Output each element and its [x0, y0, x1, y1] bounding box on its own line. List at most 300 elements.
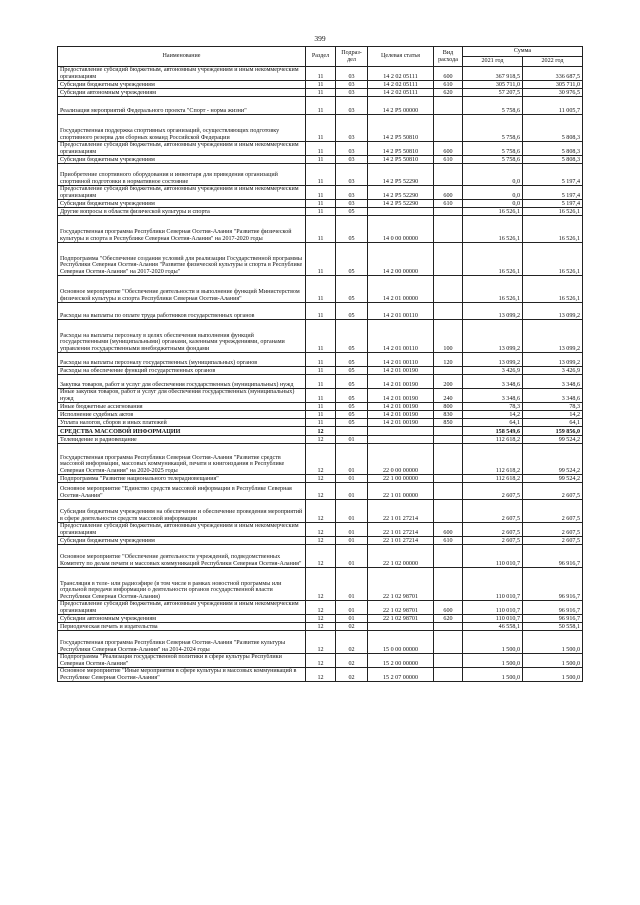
row-expense-type: 610: [434, 81, 463, 89]
row-name: Основное мероприятие "Единство средств массовой информации в Республике Северная Осетия-Алания": [58, 483, 306, 500]
table-row: [58, 500, 583, 523]
row-subsection: 01: [336, 568, 368, 601]
row-sum-2022: 3 348,6: [523, 389, 583, 403]
row-target: [368, 623, 434, 631]
table-row: [58, 81, 583, 89]
table-row: [58, 320, 583, 353]
row-expense-type: 610: [434, 537, 463, 545]
row-sum-2022: 5 808,3: [523, 115, 583, 142]
row-sum-2022: 16 526,1: [523, 208, 583, 216]
row-section: 12: [306, 601, 336, 615]
row-expense-type: 800: [434, 403, 463, 411]
row-target: 14 2 01 00190: [368, 403, 434, 411]
row-name: Подпрограмма "Обеспечение создания условий для реализации Государственной программы Республики Северная Осетия-Алания "Развитие физической культуры и спорта в Республике Северная Осетия-Алания" на 2017-2020 годы": [58, 243, 306, 276]
row-sum-2022: 30 976,5: [523, 89, 583, 97]
row-sum-2021: 64,1: [463, 419, 523, 427]
row-sum-2022: 14,2: [523, 411, 583, 419]
row-sum-2022: 159 856,0: [523, 427, 583, 436]
row-name: Основное мероприятие "Иные мероприятия в сфере культуры и массовых коммуникаций в Республике Северная Осетия-Алания": [58, 668, 306, 682]
table-row: [58, 668, 583, 682]
row-subsection: 05: [336, 367, 368, 375]
row-subsection: 03: [336, 156, 368, 164]
row-section: 11: [306, 164, 336, 186]
row-target: 14 2 01 00110: [368, 353, 434, 367]
row-subsection: 01: [336, 523, 368, 537]
table-row: [58, 568, 583, 601]
row-subsection: 05: [336, 208, 368, 216]
table-row: [58, 654, 583, 668]
row-expense-type: [434, 303, 463, 320]
row-subsection: 03: [336, 164, 368, 186]
row-target: 14 2 01 00190: [368, 411, 434, 419]
row-section: 12: [306, 523, 336, 537]
row-section: 12: [306, 444, 336, 475]
row-name: Основное мероприятие "Обеспечение деятельности учреждений, подведомственных Комитету по делам печати и массовых коммуникаций Республики Северная Осетия-Алания": [58, 545, 306, 568]
row-sum-2022: 2 607,5: [523, 483, 583, 500]
row-expense-type: [434, 367, 463, 375]
table-row: [58, 200, 583, 208]
row-subsection: 01: [336, 537, 368, 545]
row-name: Уплата налогов, сборов и иных платежей: [58, 419, 306, 427]
row-sum-2021: 46 558,1: [463, 623, 523, 631]
row-expense-type: [434, 483, 463, 500]
row-name: СРЕДСТВА МАССОВОЙ ИНФОРМАЦИИ: [58, 427, 306, 436]
row-sum-2022: 13 099,2: [523, 303, 583, 320]
row-expense-type: 200: [434, 375, 463, 389]
table-row: [58, 475, 583, 483]
row-subsection: 01: [336, 545, 368, 568]
row-sum-2022: 5 197,4: [523, 186, 583, 200]
row-subsection: 02: [336, 623, 368, 631]
row-sum-2021: 5 758,6: [463, 97, 523, 115]
row-target: 22 1 00 00000: [368, 475, 434, 483]
row-sum-2022: 50 558,1: [523, 623, 583, 631]
row-sum-2021: 16 526,1: [463, 208, 523, 216]
table-row: [58, 436, 583, 444]
row-target: 14 2 01 00190: [368, 375, 434, 389]
row-subsection: 01: [336, 475, 368, 483]
row-section: 12: [306, 500, 336, 523]
row-sum-2022: 99 524,2: [523, 436, 583, 444]
row-section: 12: [306, 623, 336, 631]
row-target: 14 2 01 00110: [368, 320, 434, 353]
table-row: [58, 243, 583, 276]
row-section: 12: [306, 436, 336, 444]
table-row: [58, 411, 583, 419]
budget-table: [57, 46, 583, 682]
row-sum-2021: 305 711,0: [463, 81, 523, 89]
row-section: 11: [306, 142, 336, 156]
row-section: 11: [306, 389, 336, 403]
row-expense-type: 600: [434, 601, 463, 615]
row-sum-2022: 1 500,0: [523, 654, 583, 668]
row-target: 22 1 01 00000: [368, 483, 434, 500]
row-sum-2021: 5 758,6: [463, 142, 523, 156]
row-expense-type: [434, 623, 463, 631]
row-section: 11: [306, 97, 336, 115]
row-sum-2022: 3 348,6: [523, 375, 583, 389]
row-target: 15 0 00 00000: [368, 631, 434, 654]
row-sum-2021: 2 607,5: [463, 483, 523, 500]
row-target: 14 2 P5 52290: [368, 164, 434, 186]
row-subsection: 05: [336, 411, 368, 419]
row-target: 14 2 01 00190: [368, 389, 434, 403]
row-sum-2022: 5 197,4: [523, 164, 583, 186]
row-expense-type: [434, 654, 463, 668]
row-sum-2021: 112 618,2: [463, 436, 523, 444]
row-target: 14 2 01 00000: [368, 276, 434, 303]
row-sum-2021: 1 500,0: [463, 668, 523, 682]
row-sum-2021: 112 618,2: [463, 444, 523, 475]
row-target: 15 2 00 00000: [368, 654, 434, 668]
table-row: [58, 216, 583, 243]
row-section: 11: [306, 156, 336, 164]
row-target: 22 1 02 00000: [368, 545, 434, 568]
row-expense-type: [434, 97, 463, 115]
table-row: [58, 601, 583, 615]
table-row: [58, 186, 583, 200]
row-name: Субсидии бюджетным учреждениям: [58, 537, 306, 545]
row-section: 11: [306, 320, 336, 353]
row-sum-2022: 13 099,2: [523, 320, 583, 353]
table-row: [58, 389, 583, 403]
row-sum-2021: 13 099,2: [463, 353, 523, 367]
row-section: 11: [306, 81, 336, 89]
row-target: 22 1 02 98701: [368, 601, 434, 615]
row-sum-2022: 2 607,5: [523, 523, 583, 537]
table-row: [58, 419, 583, 427]
row-subsection: 03: [336, 97, 368, 115]
row-sum-2022: 1 500,0: [523, 631, 583, 654]
row-name: Предоставление субсидий бюджетным, автономным учреждениям и иным некоммерческим организациям: [58, 601, 306, 615]
header-name: Наименование: [58, 47, 306, 67]
row-section: 11: [306, 67, 336, 81]
row-sum-2022: 1 500,0: [523, 668, 583, 682]
row-expense-type: [434, 668, 463, 682]
row-sum-2021: 3 348,6: [463, 375, 523, 389]
row-subsection: 01: [336, 500, 368, 523]
row-name: Субсидии бюджетным учреждениям: [58, 156, 306, 164]
row-subsection: 02: [336, 654, 368, 668]
row-target: 14 2 P5 00000: [368, 97, 434, 115]
header-subsection: Подраз- дел: [336, 47, 368, 67]
row-target: 14 2 P5 52290: [368, 200, 434, 208]
row-name: Расходы на выплаты персоналу государственных (муниципальных) органов: [58, 353, 306, 367]
table-row: [58, 615, 583, 623]
row-name: Периодическая печать и издательства: [58, 623, 306, 631]
row-name: Предоставление субсидий бюджетным, автономным учреждениям и иным некоммерческим организациям: [58, 523, 306, 537]
row-target: 14 2 P5 50810: [368, 156, 434, 164]
table-row: [58, 523, 583, 537]
row-sum-2022: 16 526,1: [523, 216, 583, 243]
row-sum-2021: 2 607,5: [463, 523, 523, 537]
row-section: 11: [306, 186, 336, 200]
row-target: 14 2 01 00190: [368, 419, 434, 427]
row-section: 11: [306, 243, 336, 276]
row-name: Государственная поддержка спортивных организаций, осуществляющих подготовку спортивного резерва для сборных команд Российской Федерации: [58, 115, 306, 142]
row-sum-2022: 3 426,9: [523, 367, 583, 375]
row-section: 12: [306, 427, 336, 436]
row-sum-2021: 110 010,7: [463, 568, 523, 601]
row-expense-type: 610: [434, 200, 463, 208]
row-sum-2022: 5 808,3: [523, 142, 583, 156]
table-row: [58, 115, 583, 142]
row-subsection: 03: [336, 186, 368, 200]
row-section: 11: [306, 115, 336, 142]
row-target: 14 2 02 05111: [368, 67, 434, 81]
row-subsection: 05: [336, 320, 368, 353]
row-subsection: 05: [336, 216, 368, 243]
row-name: Закупка товаров, работ и услуг для обеспечения государственных (муниципальных) нужд: [58, 375, 306, 389]
row-sum-2021: 78,3: [463, 403, 523, 411]
row-section: 12: [306, 568, 336, 601]
row-target: [368, 436, 434, 444]
header-year-2022: 2022 год: [523, 57, 583, 67]
row-target: [368, 427, 434, 436]
row-sum-2022: 11 005,7: [523, 97, 583, 115]
row-sum-2022: 13 099,2: [523, 353, 583, 367]
row-section: 11: [306, 303, 336, 320]
row-name: Субсидии бюджетным учреждениям: [58, 81, 306, 89]
row-target: 14 2 01 00110: [368, 303, 434, 320]
header-sum: Сумма: [463, 47, 583, 57]
row-sum-2022: 99 524,2: [523, 475, 583, 483]
row-name: Расходы на выплаты персоналу в целях обеспечения выполнения функций государственными (муниципальными) органами, казенными учреждениями, органами управления государственными внебюджетными фондами: [58, 320, 306, 353]
row-sum-2021: 16 526,1: [463, 216, 523, 243]
row-name: Государственная программа Республики Северная Осетия-Алания "Развитие средств массовой информации, массовых коммуникаций, печати и книгоиздания в Республике Северная Осетия-Алания" на 2020-2025 годы: [58, 444, 306, 475]
row-name: Подпрограмма "Реализация государственной политики в сфере культуры Республики Северная Осетия-Алания": [58, 654, 306, 668]
row-expense-type: 240: [434, 389, 463, 403]
row-expense-type: 100: [434, 320, 463, 353]
header-expense-type: Вид расхода: [434, 47, 463, 67]
row-subsection: [336, 427, 368, 436]
row-sum-2022: 16 526,1: [523, 243, 583, 276]
row-subsection: 01: [336, 436, 368, 444]
row-section: 11: [306, 89, 336, 97]
row-subsection: 05: [336, 403, 368, 411]
row-section: 12: [306, 668, 336, 682]
row-sum-2021: 0,0: [463, 186, 523, 200]
row-name: Субсидии автономным учреждениям: [58, 615, 306, 623]
table-row: [58, 444, 583, 475]
row-target: 22 1 02 98701: [368, 615, 434, 623]
row-expense-type: [434, 500, 463, 523]
row-sum-2022: 305 711,0: [523, 81, 583, 89]
row-section: 11: [306, 200, 336, 208]
row-section: 11: [306, 276, 336, 303]
table-row: [58, 403, 583, 411]
row-name: Реализация мероприятий Федерального проекта "Спорт - норма жизни": [58, 97, 306, 115]
table-row: [58, 208, 583, 216]
row-subsection: 03: [336, 67, 368, 81]
table-row: [58, 375, 583, 389]
row-section: 11: [306, 375, 336, 389]
row-sum-2022: 96 916,7: [523, 615, 583, 623]
row-name: Субсидии бюджетным учреждениям: [58, 200, 306, 208]
row-sum-2022: 2 607,5: [523, 500, 583, 523]
row-target: 14 2 P5 50810: [368, 115, 434, 142]
row-target: 22 1 01 27214: [368, 500, 434, 523]
row-name: Подпрограмма "Развитие национального телерадиовещания": [58, 475, 306, 483]
row-expense-type: 600: [434, 186, 463, 200]
row-expense-type: [434, 444, 463, 475]
row-name: Трансляция в теле- или радиоэфире (в том числе в рамках новостной программы или отдельной передачи информации о деятельности органов государственной власти Республики Северная Осетия-Алания): [58, 568, 306, 601]
row-subsection: 03: [336, 89, 368, 97]
row-subsection: 01: [336, 615, 368, 623]
row-expense-type: [434, 436, 463, 444]
row-sum-2021: 3 348,6: [463, 389, 523, 403]
row-target: 14 2 02 05111: [368, 81, 434, 89]
row-sum-2021: 13 099,2: [463, 303, 523, 320]
row-sum-2022: 5 197,4: [523, 200, 583, 208]
row-target: 22 1 01 27214: [368, 523, 434, 537]
row-sum-2021: 0,0: [463, 164, 523, 186]
row-section: 12: [306, 615, 336, 623]
row-target: 14 2 02 05111: [368, 89, 434, 97]
row-subsection: 05: [336, 389, 368, 403]
row-sum-2022: 99 524,2: [523, 444, 583, 475]
row-target: 14 2 00 00000: [368, 243, 434, 276]
row-subsection: 03: [336, 142, 368, 156]
row-expense-type: [434, 475, 463, 483]
row-section: 11: [306, 208, 336, 216]
table-row: [58, 427, 583, 436]
row-expense-type: 120: [434, 353, 463, 367]
row-expense-type: [434, 631, 463, 654]
row-sum-2021: 5 758,6: [463, 156, 523, 164]
row-subsection: 05: [336, 375, 368, 389]
table-row: [58, 276, 583, 303]
row-target: 22 0 00 00000: [368, 444, 434, 475]
row-name: Субсидии бюджетным учреждениям на обеспечение и обеспечение проведения мероприятий в сфере деятельности средств массовой информации: [58, 500, 306, 523]
row-section: 12: [306, 537, 336, 545]
row-subsection: 03: [336, 115, 368, 142]
row-expense-type: [434, 208, 463, 216]
row-sum-2022: 2 607,5: [523, 537, 583, 545]
row-sum-2021: 110 010,7: [463, 601, 523, 615]
table-row: [58, 623, 583, 631]
row-expense-type: 600: [434, 67, 463, 81]
table-row: [58, 67, 583, 81]
row-subsection: 03: [336, 81, 368, 89]
row-name: Другие вопросы в области физической культуры и спорта: [58, 208, 306, 216]
row-subsection: 01: [336, 601, 368, 615]
header-target: Целевая статья: [368, 47, 434, 67]
row-sum-2021: 16 526,1: [463, 243, 523, 276]
row-subsection: 03: [336, 200, 368, 208]
row-subsection: 05: [336, 353, 368, 367]
row-sum-2022: 16 526,1: [523, 276, 583, 303]
row-target: 15 2 07 00000: [368, 668, 434, 682]
table-row: [58, 367, 583, 375]
row-sum-2021: 14,2: [463, 411, 523, 419]
row-sum-2021: 57 207,5: [463, 89, 523, 97]
row-subsection: 01: [336, 483, 368, 500]
table-row: [58, 303, 583, 320]
row-name: Основное мероприятие "Обеспечение деятельности и выполнение функций Министерством физической культуры и спорта Республики Северная Осетия-Алания": [58, 276, 306, 303]
row-sum-2021: 110 010,7: [463, 545, 523, 568]
row-expense-type: [434, 164, 463, 186]
table-row: [58, 353, 583, 367]
row-subsection: 05: [336, 303, 368, 320]
row-sum-2022: 96 916,7: [523, 545, 583, 568]
row-sum-2022: 96 916,7: [523, 568, 583, 601]
header-year-2021: 2021 год: [463, 57, 523, 67]
row-name: Иные закупки товаров, работ и услуг для обеспечения государственных (муниципальных) нужд: [58, 389, 306, 403]
row-sum-2021: 110 010,7: [463, 615, 523, 623]
row-expense-type: [434, 276, 463, 303]
row-name: Иные бюджетные ассигнования: [58, 403, 306, 411]
row-expense-type: 620: [434, 615, 463, 623]
row-expense-type: [434, 216, 463, 243]
row-subsection: 05: [336, 419, 368, 427]
row-expense-type: 830: [434, 411, 463, 419]
row-subsection: 05: [336, 276, 368, 303]
row-sum-2022: 96 916,7: [523, 601, 583, 615]
row-expense-type: 620: [434, 89, 463, 97]
table-row: [58, 545, 583, 568]
row-name: Государственная программа Республики Северная Осетия-Алания "Развитие культуры Республики Северная Осетия-Алания" на 2014-2024 годы: [58, 631, 306, 654]
row-sum-2021: 0,0: [463, 200, 523, 208]
row-section: 12: [306, 545, 336, 568]
table-row: [58, 156, 583, 164]
row-section: 11: [306, 419, 336, 427]
row-sum-2021: 3 426,9: [463, 367, 523, 375]
header-section: Раздел: [306, 47, 336, 67]
table-row: [58, 89, 583, 97]
row-sum-2021: 2 607,5: [463, 537, 523, 545]
page-number: 399: [314, 34, 326, 43]
row-expense-type: 610: [434, 156, 463, 164]
row-sum-2022: 336 687,5: [523, 67, 583, 81]
row-sum-2021: 158 549,6: [463, 427, 523, 436]
table-row: [58, 97, 583, 115]
row-section: 11: [306, 403, 336, 411]
row-name: Расходы на выплаты по оплате труда работников государственных органов: [58, 303, 306, 320]
table-row: [58, 483, 583, 500]
row-sum-2021: 367 918,5: [463, 67, 523, 81]
row-sum-2022: 78,3: [523, 403, 583, 411]
row-sum-2021: 1 500,0: [463, 631, 523, 654]
row-target: 22 1 01 27214: [368, 537, 434, 545]
row-subsection: 02: [336, 631, 368, 654]
row-section: 11: [306, 216, 336, 243]
row-name: Предоставление субсидий бюджетным, автономным учреждениям и иным некоммерческим организациям: [58, 186, 306, 200]
row-subsection: 01: [336, 444, 368, 475]
table-row: [58, 537, 583, 545]
row-target: 14 2 P5 52290: [368, 186, 434, 200]
row-section: 11: [306, 353, 336, 367]
row-expense-type: [434, 115, 463, 142]
table-row: [58, 631, 583, 654]
row-section: 11: [306, 367, 336, 375]
row-name: Телевидение и радиовещание: [58, 436, 306, 444]
row-name: Субсидии автономным учреждениям: [58, 89, 306, 97]
row-target: [368, 208, 434, 216]
row-sum-2021: 5 758,6: [463, 115, 523, 142]
row-expense-type: [434, 243, 463, 276]
row-target: 14 0 00 00000: [368, 216, 434, 243]
row-name: Расходы на обеспечение функций государственных органов: [58, 367, 306, 375]
row-expense-type: 600: [434, 142, 463, 156]
row-section: 12: [306, 654, 336, 668]
row-target: 22 1 02 98701: [368, 568, 434, 601]
row-subsection: 02: [336, 668, 368, 682]
row-expense-type: [434, 427, 463, 436]
row-expense-type: [434, 568, 463, 601]
row-sum-2021: 16 526,1: [463, 276, 523, 303]
table-body: [58, 67, 583, 682]
